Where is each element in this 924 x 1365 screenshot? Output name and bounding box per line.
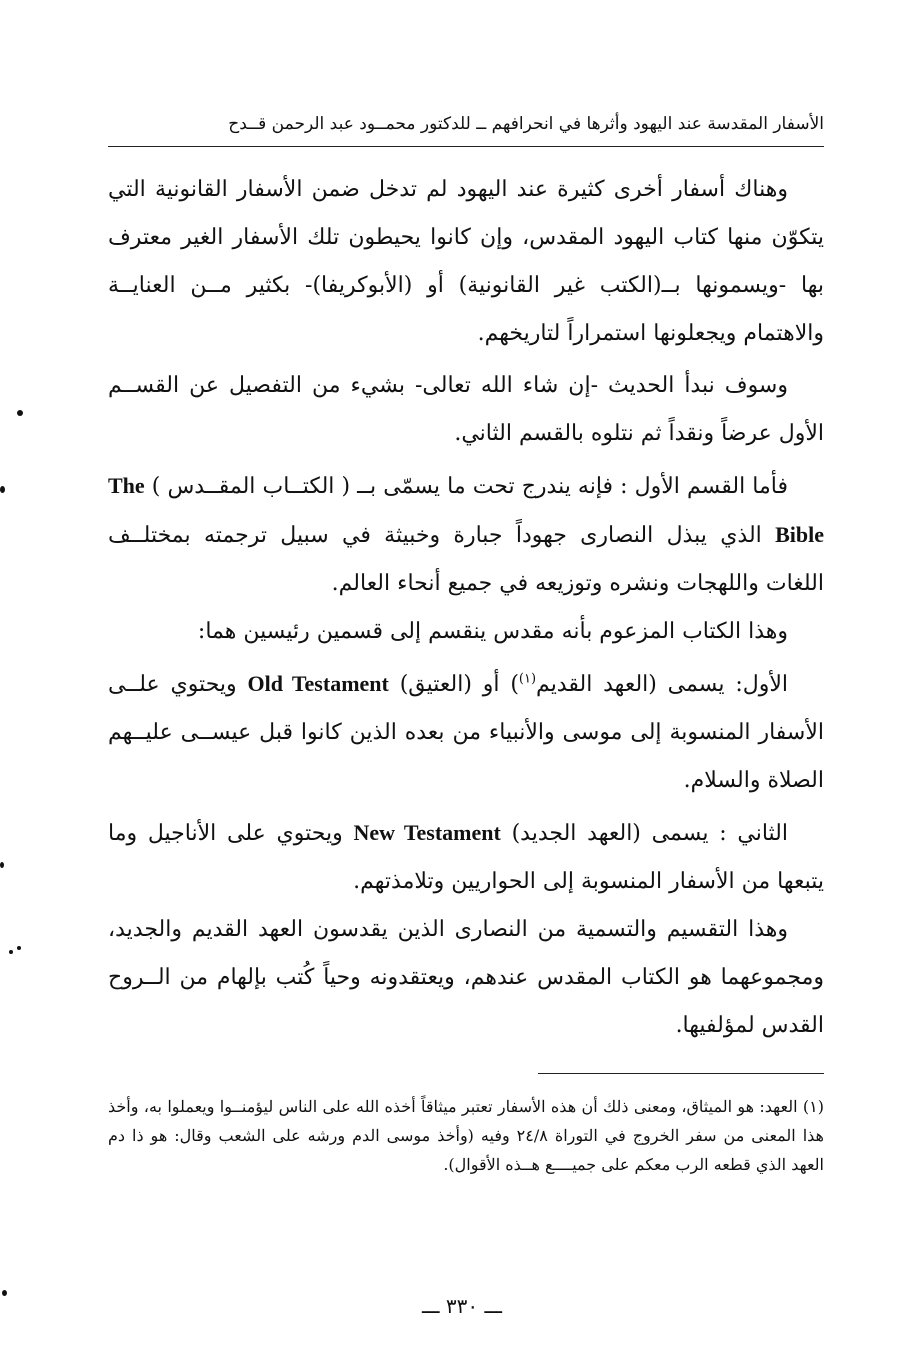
old-testament-part3: ويحتوي علــى الأسفار المنسوبة إلى موسى والأنبياء من بعده الذين كانوا قبل عيســى عليــهم الصلاة والسلام. xyxy=(108,672,824,793)
paragraph-old-testament xyxy=(108,660,824,805)
footnote-text: (١) العهد: هو الميثاق، ومعنى ذلك أن هذه الأسفار تعتبر ميثاقاً أخذه الله على الناس ليؤمنــوا ويعملوا به، وأخذ هذا المعنى من سفر الخروج في التوراة ٢٤/٨ وفيه (وأخذ موسى الدم ورشه على الشعب وقال: هو ذا دم العهد الذي قطعه الرب معكم على جميــــع هــذه الأقوال). xyxy=(108,1097,824,1174)
footnote-section xyxy=(108,1092,824,1179)
paragraph-first-section xyxy=(108,462,824,608)
scan-speck xyxy=(2,1290,7,1296)
paragraph-new-testament xyxy=(108,809,824,906)
paragraph-first-section-part1: فأما القسم الأول : فإنه يندرج تحت ما يسمّى بــ ( الكتــاب المقــدس ) xyxy=(144,474,788,499)
old-testament-part1: الأول: يسمى (العهد القديم xyxy=(536,672,788,697)
latin-term-new-testament: New Testament xyxy=(353,820,501,845)
scan-speck xyxy=(17,946,21,950)
new-testament-part1: الثاني : يسمى (العهد الجديد) xyxy=(500,821,788,846)
latin-term-old-testament: Old Testament xyxy=(247,671,389,696)
running-header: الأسفار المقدسة عند اليهود وأثرها في انحرافهم ــ للدكتور محمــود عبد الرحمن قــدح xyxy=(228,114,824,134)
header-divider xyxy=(108,146,824,147)
paragraph-other-books: وهناك أسفار أخرى كثيرة عند اليهود لم تدخل ضمن الأسفار القانونية التي يتكوّن منها كتاب اليهود المقدس، وإن كانوا يحيطون تلك الأسفار الغير معترف بها -ويسمونها بــ(الكتب غير القانونية) أو (الأبوكريفا)- بكثير مــن العنايــة والاهتمام ويجعلونها استمراراً لتاريخهم. xyxy=(108,177,824,346)
footnote-divider xyxy=(538,1073,824,1074)
scan-speck xyxy=(17,410,23,416)
new-testament-part2: ويحتوي على الأناجيل وما يتبعها من الأسفار المنسوبة إلى الحواريين وتلامذتهم. xyxy=(108,821,824,894)
page-number: ـــ ٣٣٠ ـــ xyxy=(421,1294,503,1318)
scan-speck xyxy=(0,486,5,493)
paragraph-division-naming: وهذا التقسيم والتسمية من النصارى الذين يقدسون العهد القديم والجديد، ومجموعهما هو الكتاب المقدس عندهم، ويعتقدونه وحياً كُتب بإلهام من الــروح القدس لمؤلفيها. xyxy=(108,917,824,1038)
paragraph-first-section-part2: الذي يبذل النصارى جهوداً جبارة وخبيثة في سبيل ترجمته بمختلــف اللغات واللهجات ونشره وتوزيعه في جميع أنحاء العالم. xyxy=(108,523,824,596)
latin-term-the-bible: The Bible xyxy=(108,473,824,547)
footnote-reference[interactable]: (١) xyxy=(518,671,537,687)
scan-speck xyxy=(9,950,13,954)
old-testament-part2: ) أو (العتيق) xyxy=(388,672,519,697)
main-body xyxy=(108,166,824,1050)
paragraph-two-parts: وهذا الكتاب المزعوم بأنه مقدس ينقسم إلى قسمين رئيسين هما: xyxy=(197,619,788,644)
scan-speck xyxy=(0,862,4,868)
paragraph-intro-section: وسوف نبدأ الحديث -إن شاء الله تعالى- بشيء من التفصيل عن القســم الأول عرضاً ونقداً ثم نتلوه بالقسم الثاني. xyxy=(108,373,824,446)
